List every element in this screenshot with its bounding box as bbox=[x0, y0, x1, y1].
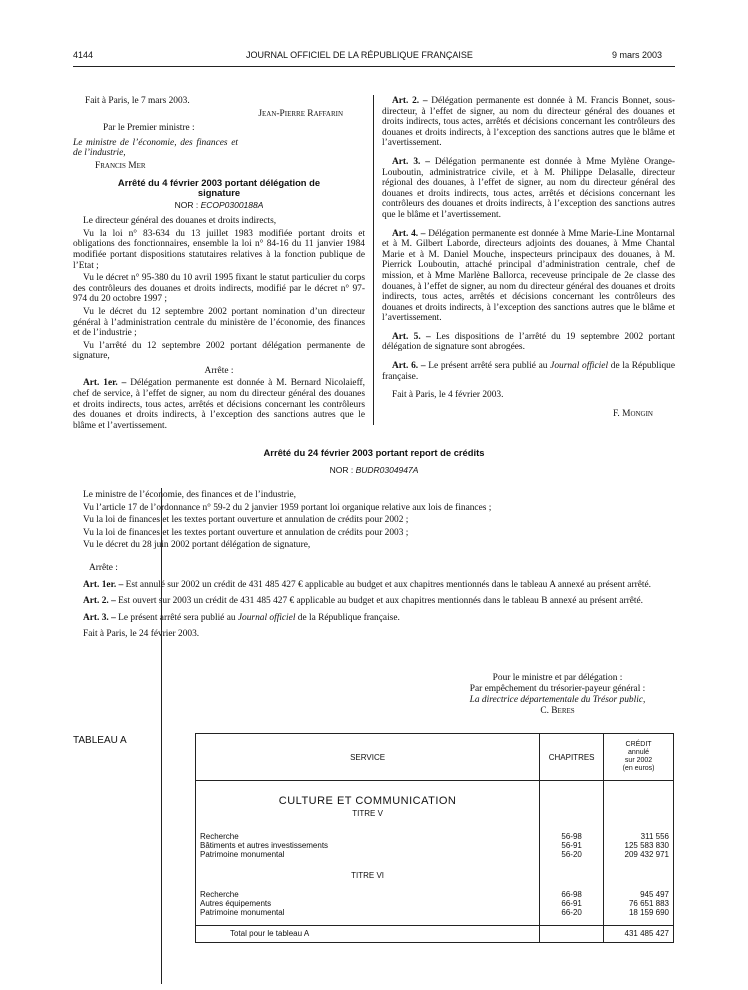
row-label: Autres équipements bbox=[196, 899, 540, 908]
table-row bbox=[196, 841, 674, 850]
nor-line-1 bbox=[73, 200, 365, 211]
right-column bbox=[382, 96, 675, 421]
table-row bbox=[196, 832, 674, 841]
page-number: 4144 bbox=[73, 50, 94, 60]
col-service: SERVICE bbox=[196, 734, 540, 781]
article-text: Le présent arrêté sera publié au bbox=[118, 612, 236, 623]
signer-mongin: F. Mongin bbox=[612, 408, 653, 419]
total-amount: 431 485 427 bbox=[604, 926, 674, 943]
paragraph: Vu la loi n° 83-634 du 13 juillet 1983 modifiée portant droits et obligations des fonctionnaires, ensemble la loi n° 84-16 du 11 janvier 1984 modifiée portant dispositions statutaires relatives à la fonction publique de l’Etat ; bbox=[73, 228, 365, 271]
second-body bbox=[73, 490, 675, 642]
row-amount: 125 583 830 bbox=[604, 841, 674, 850]
article-label: Art. 5. – bbox=[392, 331, 431, 342]
tableau-a bbox=[195, 733, 674, 943]
article-3b bbox=[73, 613, 675, 624]
article-text: de la République française. bbox=[382, 361, 676, 382]
row-amount: 209 432 971 bbox=[604, 850, 674, 859]
table-row bbox=[196, 850, 674, 859]
article-4 bbox=[382, 229, 675, 324]
article-5 bbox=[382, 332, 675, 353]
row-chapitre: 56-20 bbox=[540, 850, 604, 859]
table-label: TABLEAU A bbox=[73, 735, 127, 746]
header-rule bbox=[73, 66, 675, 67]
vu-line: Vu la loi de finances et les textes portant ouverture et annulation de crédits pour 2002 ; bbox=[83, 515, 409, 526]
row-label: Patrimoine monumental bbox=[196, 908, 540, 917]
journal-name: Journal officiel bbox=[550, 361, 609, 372]
paragraph: Vu l’arrêté du 12 septembre 2002 portant délégation permanente de signature, bbox=[73, 340, 365, 362]
signer-raffarin: Jean-Pierre Raffarin bbox=[258, 108, 343, 119]
paragraph: Vu le décret du 12 septembre 2002 portant nomination d’un directeur général à l’administration centrale du ministère de l’économie, des finances et de l’industrie ; bbox=[73, 306, 365, 339]
row-chapitre: 66-91 bbox=[540, 899, 604, 908]
par-le-premier: Par le Premier ministre : bbox=[103, 123, 195, 134]
article-label: Art. 3. – bbox=[392, 156, 430, 167]
nor-code: ECOP0300188A bbox=[200, 199, 264, 210]
article-2b bbox=[73, 596, 675, 607]
sig-line: Pour le ministre et par délégation : bbox=[492, 673, 623, 683]
nor-line-2 bbox=[73, 465, 675, 475]
article-2 bbox=[382, 96, 675, 149]
fait-paris-2: Fait à Paris, le 24 février 2003. bbox=[83, 629, 200, 640]
titre-v: TITRE V bbox=[196, 807, 540, 832]
row-amount: 311 556 bbox=[604, 832, 674, 841]
row-label: Recherche bbox=[196, 890, 540, 899]
nor-label: NOR : bbox=[329, 465, 354, 475]
credit-h: annulé bbox=[628, 749, 650, 756]
paragraph: Le directeur général des douanes et droits indirects, bbox=[83, 216, 277, 227]
col-credit bbox=[604, 734, 674, 781]
fait-paris-right: Fait à Paris, le 4 février 2003. bbox=[392, 390, 504, 401]
article-text: Délégation permanente est donnée à Mme Marie-Line Montarnal et à M. Gilbert Laborde, directeurs adjoints des douanes, à Mme Chantal Marie et à M. Daniel Mouche, inspecteurs principaux des douanes, à M. Pierrick Louboutin, attaché principal d’administration centrale, chef de mission, et à Mme Marlène Ballorca, receveuse principale de 2e classe des douanes, à l’effet de signer, au nom du directeur général des douanes et droits indirects, tous actes, arrêtés et décisions concernant les contrôleurs des douanes et droits indirects, à l’exception des sanctions autres que le blâme et l’avertissement. bbox=[382, 228, 676, 324]
row-chapitre: 56-91 bbox=[540, 841, 604, 850]
article-1 bbox=[73, 378, 365, 431]
vu-line: Le ministre de l’économie, des finances et de l’industrie, bbox=[83, 490, 296, 500]
sig-line: La directrice départementale du Trésor public, bbox=[469, 695, 646, 705]
nor-code: BUDR0304947A bbox=[355, 465, 419, 475]
article-text: Est ouvert sur 2003 un crédit de 431 485 427 € applicable au budget et aux chapitres mentionnés dans le tableau B annexé au présent arrêté. bbox=[118, 596, 643, 607]
article-1b bbox=[73, 580, 675, 591]
row-chapitre: 66-98 bbox=[540, 890, 604, 899]
article-text: Est annulé sur 2002 un crédit de 431 485 427 € applicable au budget et aux chapitres mentionnés dans le tableau A annexé au présent arrêté. bbox=[125, 579, 651, 590]
minister-name: Francis Mer bbox=[95, 160, 146, 171]
article-3 bbox=[382, 157, 675, 221]
sig-line: Par empêchement du trésorier-payeur général : bbox=[469, 684, 646, 694]
article-text: de la République française. bbox=[297, 612, 400, 623]
vu-line: Vu le décret du 28 juin 2002 portant délégation de signature, bbox=[83, 540, 311, 551]
journal-title: JOURNAL OFFICIEL DE LA RÉPUBLIQUE FRANÇAISE bbox=[246, 50, 473, 60]
left-column bbox=[73, 96, 365, 433]
vu-line: Vu la loi de finances et les textes portant ouverture et annulation de crédits pour 2003 ; bbox=[83, 527, 409, 538]
nor-label: NOR : bbox=[174, 199, 199, 210]
row-amount: 18 159 690 bbox=[604, 908, 674, 917]
table-row bbox=[196, 890, 674, 899]
row-amount: 76 651 883 bbox=[604, 899, 674, 908]
table-row bbox=[196, 899, 674, 908]
article-text: Les dispositions de l’arrêté du 19 septembre 2002 portant délégation de signature sont abrogées. bbox=[382, 331, 675, 353]
article-text: Délégation permanente est donnée à Mme Mylène Orange-Louboutin, administratrice civile, et à M. Philippe Delasalle, directeur régional des douanes, à l’effet de signer, au nom du directeur général des douanes et droits indirects, tous actes, arrêtés et décisions concernant les contrôleurs des douanes et droits indirects, à l’exception des sanctions autres que le blâme et l’avertissement. bbox=[382, 156, 675, 220]
col-chapitres: CHAPITRES bbox=[540, 734, 604, 781]
article-label: Art. 2. – bbox=[392, 96, 428, 106]
arrete-title-1: Arrêté du 4 février 2003 portant délégation de signature bbox=[117, 176, 321, 198]
arrete-word: Arrête : bbox=[204, 365, 234, 376]
article-text: Délégation permanente est donnée à M. Bernard Nicolaieff, chef de service, à l’effet de signer, au nom du directeur général des douanes et droits indirects, tous actes, arrêtés et décisions concernant les contrôleurs des douanes et droits indirects, à l’exception des sanctions autres que le blâme et l’avertissement. bbox=[73, 378, 366, 431]
row-label: Recherche bbox=[196, 832, 540, 841]
total-label: Total pour le tableau A bbox=[196, 926, 540, 943]
issue-date: 9 mars 2003 bbox=[612, 50, 663, 60]
credit-h: CRÉDIT bbox=[625, 741, 652, 748]
article-6 bbox=[382, 361, 675, 382]
row-label: Patrimoine monumental bbox=[196, 850, 540, 859]
fait-paris-left: Fait à Paris, le 7 mars 2003. bbox=[85, 96, 190, 106]
table-row bbox=[196, 908, 674, 917]
minister-title: Le ministre de l’économie, des finances et de l’industrie, bbox=[73, 137, 238, 159]
article-label: Art. 1er. – bbox=[83, 579, 124, 590]
row-chapitre: 66-20 bbox=[540, 908, 604, 917]
article-text: Le présent arrêté sera publié au bbox=[428, 361, 548, 372]
arrete-title-2: Arrêté du 24 février 2003 portant report de crédits bbox=[263, 447, 485, 458]
signer-beres: C. Beres bbox=[540, 706, 575, 716]
article-label: Art. 1er. – bbox=[83, 378, 127, 389]
section-title: CULTURE ET COMMUNICATION bbox=[196, 781, 540, 808]
credit-h: sur 2002 bbox=[624, 757, 653, 764]
article-label: Art. 4. – bbox=[392, 228, 426, 239]
article-label: Art. 2. – bbox=[83, 596, 116, 607]
journal-name: Journal officiel bbox=[237, 612, 296, 623]
row-chapitre: 56-98 bbox=[540, 832, 604, 841]
total-row bbox=[196, 926, 674, 943]
paragraph: Vu le décret n° 95-380 du 10 avril 1995 fixant le statut particulier du corps des contrôleurs des douanes et droits indirects, modifié par le décret n° 97-974 du 20 octobre 1997 ; bbox=[73, 273, 365, 305]
row-amount: 945 497 bbox=[604, 890, 674, 899]
article-text: Délégation permanente est donnée à M. Francis Bonnet, sous-directeur, à l’effet de signer, au nom du directeur général des douanes et droits indirects, tous actes, arrêtés et décisions concernant les contrôleurs des douanes et droits indirects, à l’exception des sanctions autres que le blâme et l’avertissement. bbox=[382, 96, 676, 149]
signature-block bbox=[440, 673, 675, 717]
row-label: Bâtiments et autres investissements bbox=[196, 841, 540, 850]
column-divider bbox=[373, 95, 374, 425]
vu-line: Vu l’article 17 de l’ordonnance n° 59-2 du 2 janvier 1959 portant loi organique relative aux lois de finances ; bbox=[83, 502, 492, 513]
titre-vi: TITRE VI bbox=[196, 859, 540, 890]
arrete-word: Arrête : bbox=[89, 562, 118, 573]
article-label: Art. 6. – bbox=[392, 361, 426, 372]
credit-h: (en euros) bbox=[622, 765, 655, 772]
article-label: Art. 3. – bbox=[83, 612, 116, 623]
